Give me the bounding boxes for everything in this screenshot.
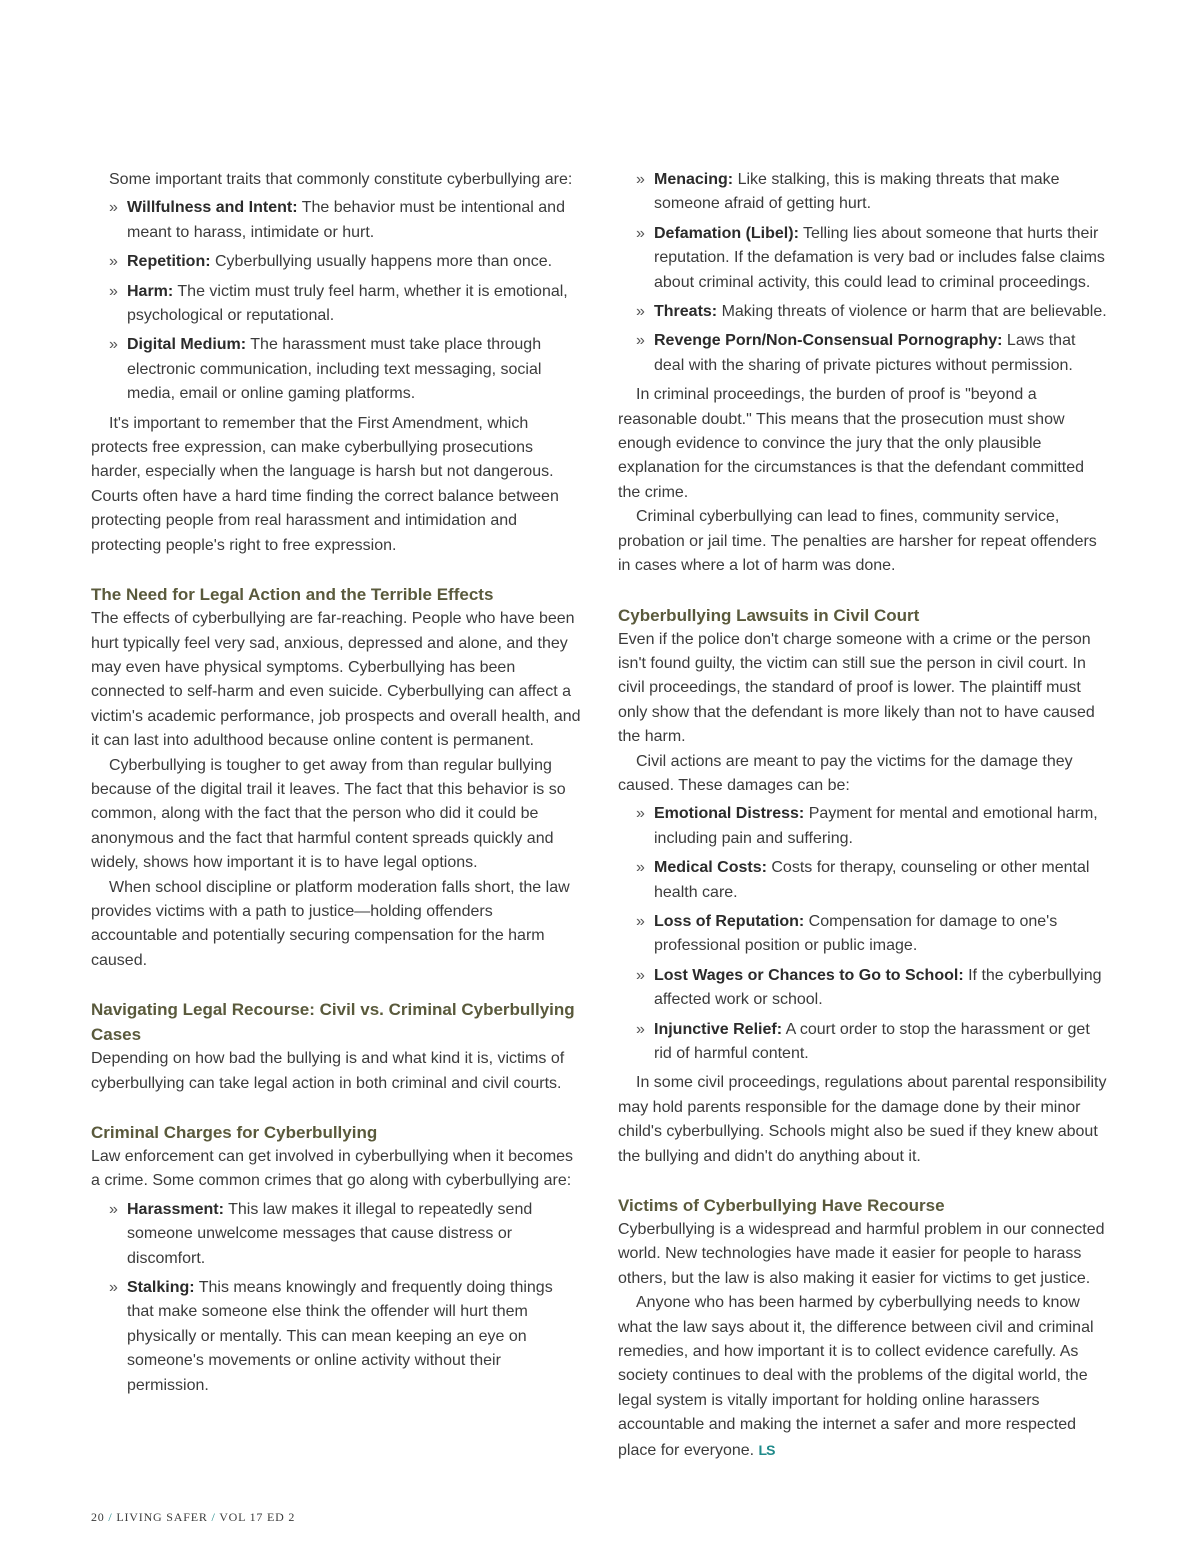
need-paragraph-3: When school discipline or platform moderation falls short, the law provides victims with a path to justice—holding offenders accountable and potentially securing compensation for the harm caused. <box>91 878 570 969</box>
list-item-text: Compensation for damage to one's professional position or public image. <box>654 912 1058 955</box>
list-item-text: Telling lies about someone that hurts their reputation. If the defamation is very bad or includes false claims about criminal activity, this could lead to criminal proceedings. <box>654 224 1105 291</box>
crimes-list-continued <box>618 168 1110 378</box>
magazine-name: LIVING SAFER <box>116 1510 208 1524</box>
damages-list <box>618 802 1110 1066</box>
penalties-paragraph: Criminal cyberbullying can lead to fines, community service, probation or jail time. The penalties are harsher for repeat offenders in cases where a lot of harm was done. <box>618 508 1097 575</box>
list-item <box>654 168 1110 217</box>
page-footer <box>91 1510 295 1525</box>
list-item-term: Revenge Porn/Non-Consensual Pornography: <box>654 332 1003 350</box>
list-item-text: The victim must truly feel harm, whether it is emotional, psychological or reputational. <box>127 282 568 325</box>
list-item-text: If the cyberbullying affected work or school. <box>654 966 1102 1009</box>
heading-need-for-legal-action: The Need for Legal Action and the Terrible Effects <box>91 585 494 605</box>
list-item-text: Laws that deal with the sharing of private pictures without permission. <box>654 332 1076 374</box>
list-item-term: Repetition: <box>127 253 211 271</box>
list-item-text: This means knowingly and frequently doing things that make someone else think the offender will hurt them physically or mentally. This can mean keeping an eye on someone's movements or online activity without their permission. <box>127 1279 553 1394</box>
list-item-term: Defamation (Libel): <box>654 224 799 242</box>
list-item-term: Willfulness and Intent: <box>127 199 298 217</box>
crimes-list <box>91 1198 583 1398</box>
victims-paragraph-2-text: Anyone who has been harmed by cyberbullying needs to know what the law says about it, the difference between civil and criminal remedies, and how important it is to collect evidence carefully. As society continues to deal with the problems of the digital world, the legal system is vitally important for holding online harassers accountable and making the internet a safer and more respected place for everyone. <box>618 1294 1094 1459</box>
parental-responsibility-paragraph: In some civil proceedings, regulations about parental responsibility may hold parents responsible for the damage done by their minor child's cyberbullying. Schools might also be sued if they knew about the bullying and didn't do anything about it. <box>618 1074 1107 1165</box>
right-column <box>618 168 1110 1463</box>
list-item <box>654 222 1110 295</box>
heading-civil-lawsuits: Cyberbullying Lawsuits in Civil Court <box>618 605 920 625</box>
list-item-term: Harassment: <box>127 1200 224 1218</box>
list-item-term: Harm: <box>127 282 174 300</box>
list-item-term: Menacing: <box>654 171 734 188</box>
civil-paragraph-1: Even if the police don't charge someone with a crime or the person isn't found guilty, the victim can still sue the person in civil court. In civil proceedings, the standard of proof is lower. The plaintiff must only show that the defendant is more likely than not to have caused the harm. <box>618 630 1095 746</box>
list-item-text: Making threats of violence or harm that are believable. <box>717 303 1107 321</box>
list-item-text: Payment for mental and emotional harm, including pain and suffering. <box>654 805 1098 847</box>
left-column <box>91 168 583 1403</box>
list-item-text: The behavior must be intentional and meant to harass, intimidate or hurt. <box>127 199 565 241</box>
list-item <box>127 1198 583 1271</box>
list-item <box>654 1018 1110 1067</box>
list-item-term: Emotional Distress: <box>654 805 805 823</box>
need-paragraph-2: Cyberbullying is tougher to get away from than regular bullying because of the digital trail it leaves. The fact that this behavior is so common, along with the fact that the person who did it could be anonymous and the fact that harmful content spreads quickly and widely, shows how important it is to have legal options. <box>91 756 566 872</box>
list-item-term: Threats: <box>654 303 718 321</box>
list-item <box>127 280 583 329</box>
list-item-term: Stalking: <box>127 1279 195 1297</box>
list-item <box>127 333 583 406</box>
victims-paragraph-2 <box>618 1291 1110 1463</box>
burden-of-proof-paragraph: In criminal proceedings, the burden of proof is "beyond a reasonable doubt." This means that the prosecution must show enough evidence to convince the jury that the only plausible explanation for the circumstances is that the defendant committed the crime. <box>618 386 1085 501</box>
list-item-term: Lost Wages or Chances to Go to School: <box>654 966 964 984</box>
list-item-text: The harassment must take place through electronic communication, including text messaging, social media, email or online gaming platforms. <box>127 336 542 403</box>
list-item <box>654 802 1110 851</box>
list-item-text: Like stalking, this is making threats that make someone afraid of getting hurt. <box>654 171 1060 213</box>
navigating-paragraph: Depending on how bad the bullying is and what kind it is, victims of cyberbullying can take legal action in both criminal and civil courts. <box>91 1050 565 1092</box>
criminal-paragraph: Law enforcement can get involved in cyberbullying when it becomes a crime. Some common crimes that go along with cyberbullying are: <box>91 1148 574 1190</box>
issue-label: VOL 17 ED 2 <box>219 1510 296 1524</box>
list-item-text: A court order to stop the harassment or get rid of harmful content. <box>654 1020 1090 1062</box>
list-item <box>654 329 1110 378</box>
list-item <box>654 856 1110 905</box>
heading-victims-have-recourse: Victims of Cyberbullying Have Recourse <box>618 1196 945 1216</box>
list-item <box>127 1276 583 1398</box>
page-number: 20 <box>91 1510 105 1524</box>
list-item-term: Medical Costs: <box>654 859 767 877</box>
list-item <box>127 196 583 245</box>
heading-criminal-charges: Criminal Charges for Cyberbullying <box>91 1123 378 1142</box>
list-item-term: Loss of Reputation: <box>654 912 805 930</box>
need-paragraph-1: The effects of cyberbullying are far-reaching. People who have been hurt typically feel very sad, anxious, depressed and alone, and they may even have physical symptoms. Cyberbullying has been connected to self-harm and even suicide. Cyberbullying can affect a victim's academic performance, job prospects and overall health, and it can last into adulthood because online content is permanent. <box>91 610 581 750</box>
first-amendment-paragraph: It's important to remember that the First Amendment, which protects free expression, can make cyberbullying prosecutions harder, especially when the language is harsh but not dangerous. Courts often have a hard time finding the correct balance between protecting people from real harassment and intimidation and protecting people's right to free expression. <box>91 414 559 554</box>
victims-paragraph-1: Cyberbullying is a widespread and harmful problem in our connected world. New technologies have made it easier for people to harass others, but the law is also making it easier for victims to get justice. <box>618 1221 1105 1287</box>
traits-list <box>91 196 583 406</box>
list-item <box>127 250 583 274</box>
footer-separator: / <box>211 1510 216 1524</box>
list-item <box>654 964 1110 1013</box>
footer-separator: / <box>108 1510 113 1524</box>
traits-intro: Some important traits that commonly constitute cyberbullying are: <box>109 171 573 188</box>
list-item-term: Injunctive Relief: <box>654 1020 783 1038</box>
list-item <box>654 910 1110 959</box>
list-item-text: Cyberbullying usually happens more than once. <box>210 253 553 271</box>
list-item <box>654 300 1110 324</box>
end-of-article-logo-icon: LS <box>758 1441 775 1458</box>
list-item-term: Digital Medium: <box>127 336 247 354</box>
heading-navigating-legal-recourse: Navigating Legal Recourse: Civil vs. Criminal Cyberbullying Cases <box>91 1000 575 1045</box>
civil-paragraph-2: Civil actions are meant to pay the victims for the damage they caused. These damages can be: <box>618 752 1073 794</box>
list-item-text: This law makes it illegal to repeatedly send someone unwelcome messages that cause distress or discomfort. <box>127 1200 533 1267</box>
list-item-text: Costs for therapy, counseling or other mental health care. <box>654 859 1090 901</box>
